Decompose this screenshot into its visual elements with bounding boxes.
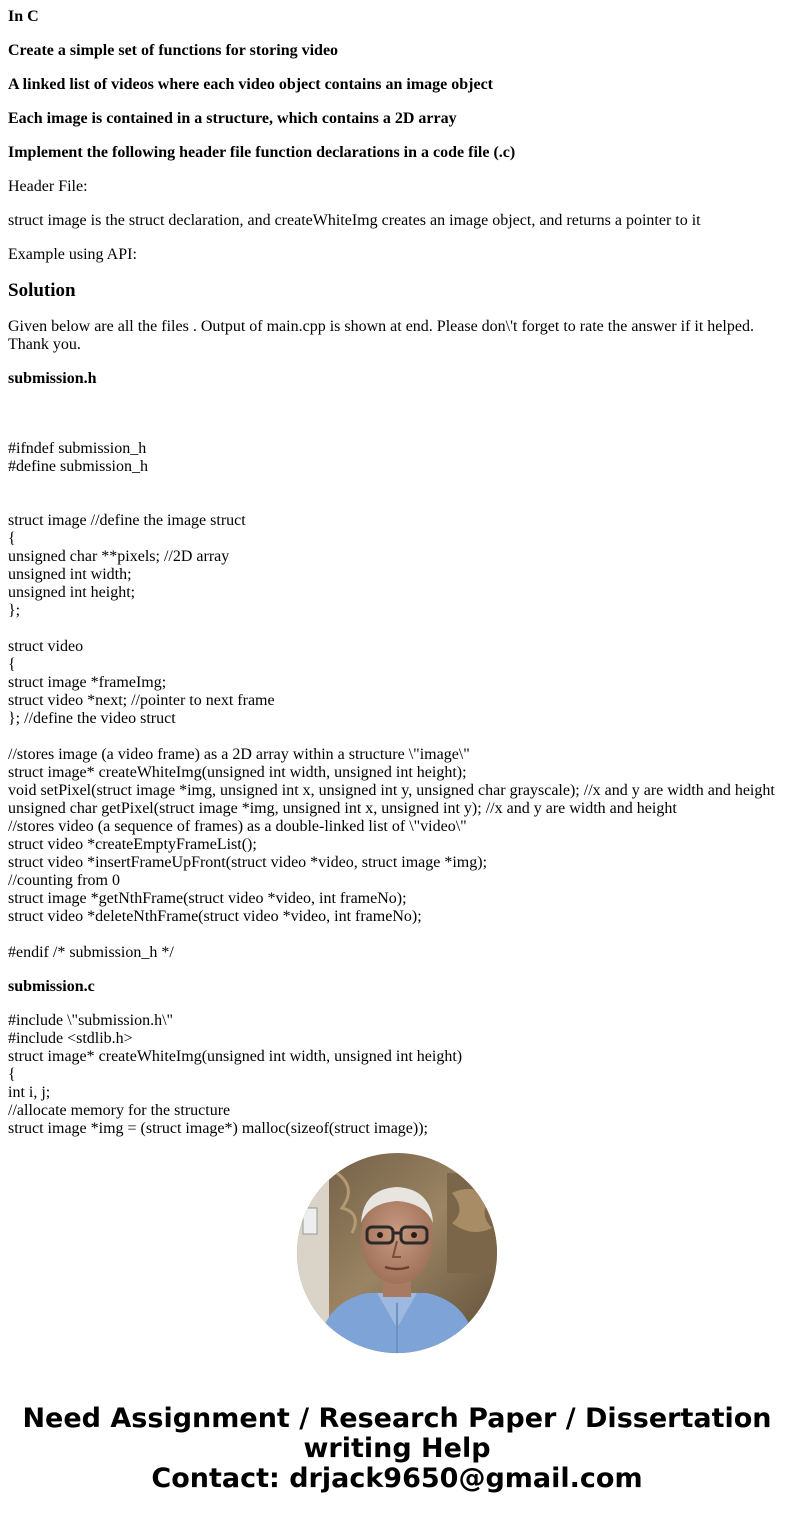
question-line: Each image is contained in a structure, which contains a 2D array <box>8 110 457 127</box>
code-line <box>8 620 788 638</box>
code-line: }; <box>8 602 21 619</box>
code-line: struct image *frameImg; <box>8 674 167 691</box>
code-line: { <box>8 530 16 547</box>
code-line: struct video *next; //pointer to next frame <box>8 692 275 709</box>
code-line <box>8 494 788 512</box>
header-code-block <box>8 404 788 962</box>
code-line: //stores video (a sequence of frames) as a double-linked list of \"video\" <box>8 818 467 835</box>
code-filename: submission.c <box>8 978 95 995</box>
code-line <box>8 728 788 746</box>
code-line: { <box>8 656 16 673</box>
question-line: Implement the following header file function declarations in a code file (.c) <box>8 144 516 161</box>
promo-contact: Contact: drjack9650@gmail.com <box>151 1463 643 1494</box>
code-line: int i, j; <box>8 1084 51 1101</box>
code-line: //allocate memory for the structure <box>8 1102 231 1119</box>
solution-intro: Given below are all the files . Output of main.cpp is shown at end. Please don\'t forget to rate the answer if it helped. Thank you. <box>8 318 754 353</box>
code-line: struct image //define the image struct <box>8 512 246 529</box>
avatar <box>297 1153 497 1353</box>
code-line: //stores image (a video frame) as a 2D array within a structure \"image\" <box>8 746 470 763</box>
author-portrait-icon <box>297 1153 497 1353</box>
code-line: { <box>8 1066 16 1083</box>
code-line: #ifndef submission_h <box>8 440 147 457</box>
question-line: A linked list of videos where each video object contains an image object <box>8 76 494 93</box>
code-line <box>8 476 788 494</box>
question-title: In C <box>8 8 39 25</box>
code-line <box>8 404 788 422</box>
promo-line: writing Help <box>303 1433 491 1464</box>
code-line: unsigned int width; <box>8 566 132 583</box>
solution-heading: Solution <box>8 280 76 301</box>
code-line: void setPixel(struct image *img, unsigned int x, unsigned int y, unsigned char grayscale); //x and y are width and height <box>8 782 775 799</box>
header-file-label: Header File: <box>8 178 88 195</box>
promo-banner <box>0 1404 794 1494</box>
question-line: Create a simple set of functions for storing video <box>8 42 339 59</box>
code-line: struct image *img = (struct image*) malloc(sizeof(struct image)); <box>8 1120 428 1137</box>
code-line: //counting from 0 <box>8 872 120 889</box>
code-line: unsigned char **pixels; //2D array <box>8 548 230 565</box>
code-line: #endif /* submission_h */ <box>8 944 174 961</box>
document-content <box>8 8 788 1154</box>
code-line: struct video *insertFrameUpFront(struct video *video, struct image *img); <box>8 854 488 871</box>
code-line: struct video *deleteNthFrame(struct video *video, int frameNo); <box>8 908 422 925</box>
code-line: #include \"submission.h\" <box>8 1012 174 1029</box>
header-filename: submission.h <box>8 370 97 387</box>
code-line: struct image *getNthFrame(struct video *video, int frameNo); <box>8 890 407 907</box>
code-line: }; //define the video struct <box>8 710 176 727</box>
code-line <box>8 926 788 944</box>
code-line: #define submission_h <box>8 458 148 475</box>
code-line: unsigned int height; <box>8 584 136 601</box>
code-line <box>8 422 788 440</box>
code-line: struct image* createWhiteImg(unsigned int width, unsigned int height); <box>8 764 467 781</box>
code-line: struct video *createEmptyFrameList(); <box>8 836 257 853</box>
code-line: struct video <box>8 638 84 655</box>
code-line: #include <stdlib.h> <box>8 1030 133 1047</box>
c-code-block <box>8 1012 788 1138</box>
example-label: Example using API: <box>8 246 137 263</box>
code-line: struct image* createWhiteImg(unsigned int width, unsigned int height) <box>8 1048 463 1065</box>
code-line: unsigned char getPixel(struct image *img, unsigned int x, unsigned int y); //x and y are width and height <box>8 800 677 817</box>
question-description: struct image is the struct declaration, and createWhiteImg creates an image object, and returns a pointer to it <box>8 212 701 229</box>
promo-line: Need Assignment / Research Paper / Dissertation <box>22 1403 772 1434</box>
